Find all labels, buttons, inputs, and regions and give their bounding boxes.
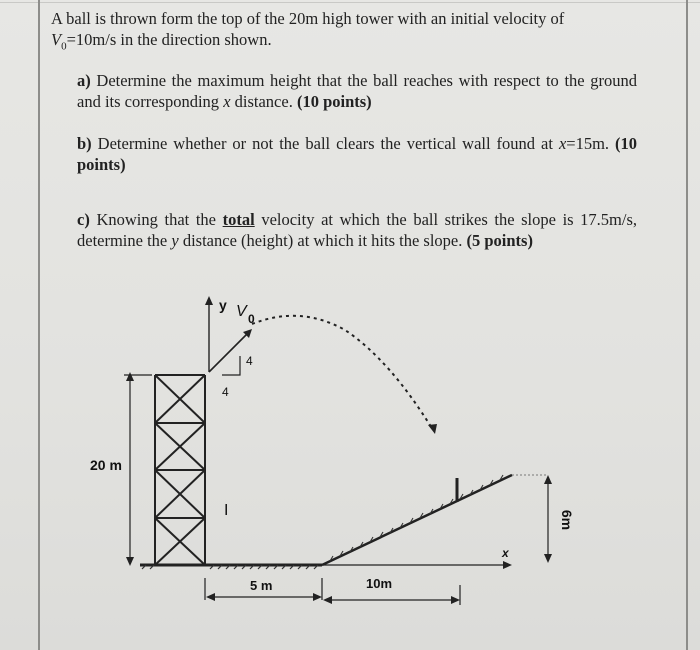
question-a-points: (10 points) [296,92,372,111]
dim-5m-arrow-right [313,593,322,601]
question-c-text: Knowing that the [96,210,216,229]
intro-line1: A ball is thrown form the top of the 20m high tower with an initial velocity of [51,9,565,28]
v0-vector [209,333,248,372]
slope-height-arrow-bottom [544,554,552,563]
tower-height-label: 20 m [90,457,122,473]
question-c-text-mid: velocity at which the ball strikes the slope is 17.5m/s, determine the [77,210,638,250]
v0-label: V [236,303,247,320]
question-b-text: Determine whether or not the ball clears the vertical wall found at [97,134,553,153]
trajectory-path [252,316,433,430]
question-a-text-end: distance. [234,92,293,111]
dim-10m-arrow-left [323,596,332,604]
question-b-text-end: =15m. [566,134,610,153]
dim-10m-arrow-right [451,596,460,604]
question-c-label: c) [77,210,90,229]
v0-symbol: V [51,30,62,49]
intro-line2: =10m/s in the direction shown. [66,30,272,49]
slope-height-arrow-top [544,475,552,484]
wall-height-label: 6m [559,509,575,531]
question-a-var: x [223,92,231,111]
question-b-label: b) [77,134,92,153]
question-b-points: (10 points) [77,134,638,174]
v0-subscript-label: 0 [248,312,255,326]
v0-subscript: 0 [61,40,67,53]
tower [155,375,205,565]
question-c-points: (5 points) [466,231,533,250]
distance-5m-label: 5 m [250,578,273,593]
height-arrow-bottom [126,557,134,566]
question-c-underlined: total [222,210,255,229]
x-axis-arrow [503,561,512,569]
slope-rise-label: 4 [246,354,253,368]
height-arrow-top [126,372,134,381]
question-c-text-end: distance (height) at which it hits the slope. [182,231,463,250]
trajectory-arrow [428,424,437,434]
slope-triangle [222,356,240,375]
distance-10m-label: 10m [366,576,393,591]
cursor-glyph: I [224,502,229,519]
question-a-label: a) [77,71,91,90]
question-b-var: x [558,134,567,153]
question-c-var: y [171,231,179,250]
dim-5m-arrow-left [206,593,215,601]
y-axis-label: y [219,297,227,313]
slope-run-label: 4 [222,385,229,399]
y-axis-arrow [205,296,213,305]
x-axis-label: x [502,546,509,560]
question-a-text: Determine the maximum height that the ball reaches with respect to the ground and its corresponding [77,71,638,111]
